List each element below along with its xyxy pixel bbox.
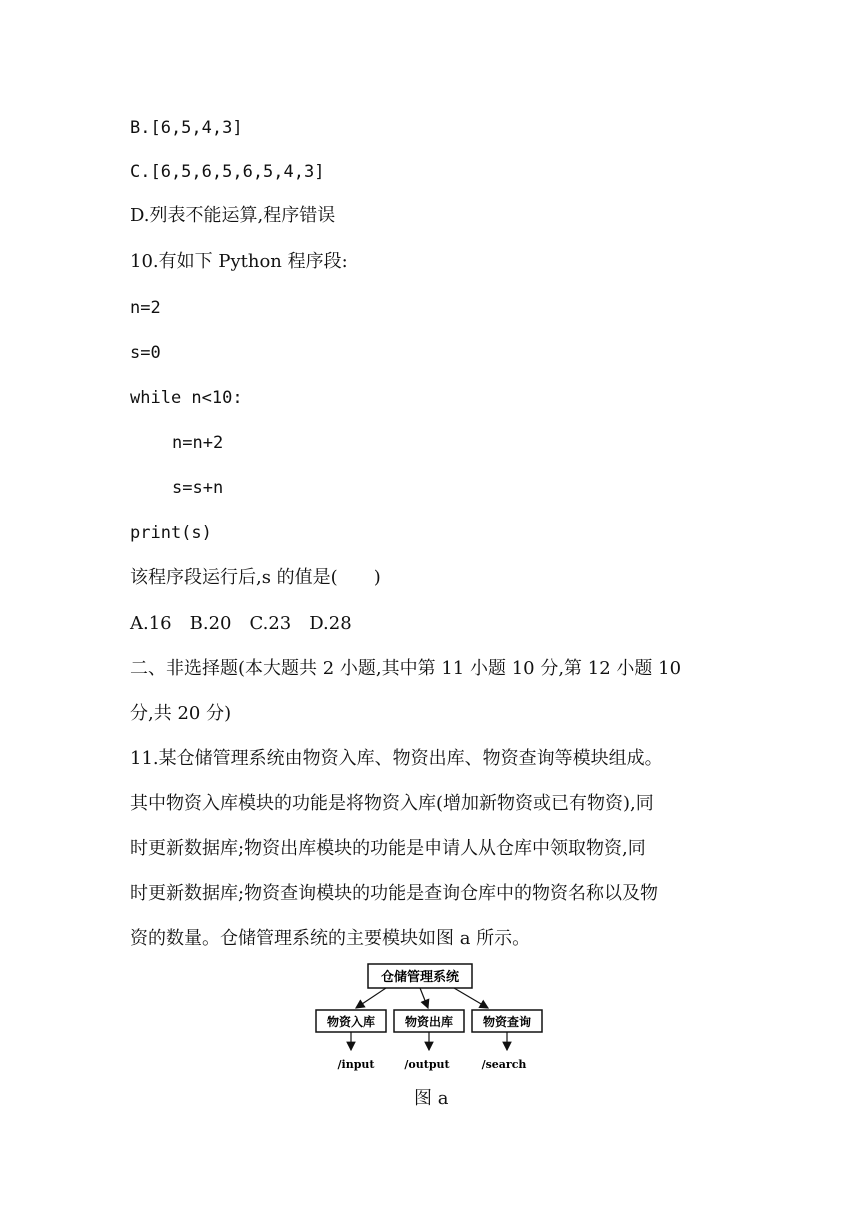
question-11-text: 11.某仓储管理系统由物资入库、物资出库、物资查询等模块组成。 <box>130 748 663 769</box>
code-line: s=s+n <box>172 478 224 498</box>
code-line: n=n+2 <box>172 433 224 453</box>
question-10-stem: 10.有如下 Python 程序段: <box>130 251 348 272</box>
route-label: /search <box>481 1058 527 1071</box>
question-11-text: 时更新数据库;物资查询模块的功能是查询仓库中的物资名称以及物 <box>130 883 659 904</box>
module-diagram <box>300 960 560 1076</box>
question-11-text: 其中物资入库模块的功能是将物资入库(增加新物资或已有物资),同 <box>130 793 654 814</box>
question-10-options: A.16 B.20 C.23 D.28 <box>130 613 352 634</box>
option-b: B.[6,5,4,3] <box>130 118 243 138</box>
route-label: /output <box>404 1058 450 1071</box>
code-line: print(s) <box>130 523 212 543</box>
connector-arrow <box>356 988 386 1008</box>
module-label: 物资查询 <box>482 1015 532 1029</box>
connector-arrow <box>420 988 428 1008</box>
section-2-title-cont: 分,共 20 分) <box>130 703 232 724</box>
connector-arrow <box>454 988 488 1008</box>
question-11-text: 资的数量。仓储管理系统的主要模块如图 a 所示。 <box>130 928 531 949</box>
figure-caption: 图 a <box>414 1088 449 1109</box>
code-line: while n<10: <box>130 388 243 408</box>
route-label: /input <box>337 1058 375 1071</box>
code-line: s=0 <box>130 343 161 363</box>
question-10-ask: 该程序段运行后,s 的值是( ) <box>130 567 381 588</box>
code-line: n=2 <box>130 298 161 318</box>
root-label: 仓储管理系统 <box>380 970 460 985</box>
module-label: 物资出库 <box>404 1015 454 1029</box>
module-label: 物资入库 <box>326 1015 376 1029</box>
question-11-text: 时更新数据库;物资出库模块的功能是申请人从仓库中领取物资,同 <box>130 838 646 859</box>
option-d: D.列表不能运算,程序错误 <box>130 205 336 226</box>
option-c: C.[6,5,6,5,6,5,4,3] <box>130 162 325 182</box>
section-2-title: 二、非选择题(本大题共 2 小题,其中第 11 小题 10 分,第 12 小题 10 <box>130 658 682 679</box>
